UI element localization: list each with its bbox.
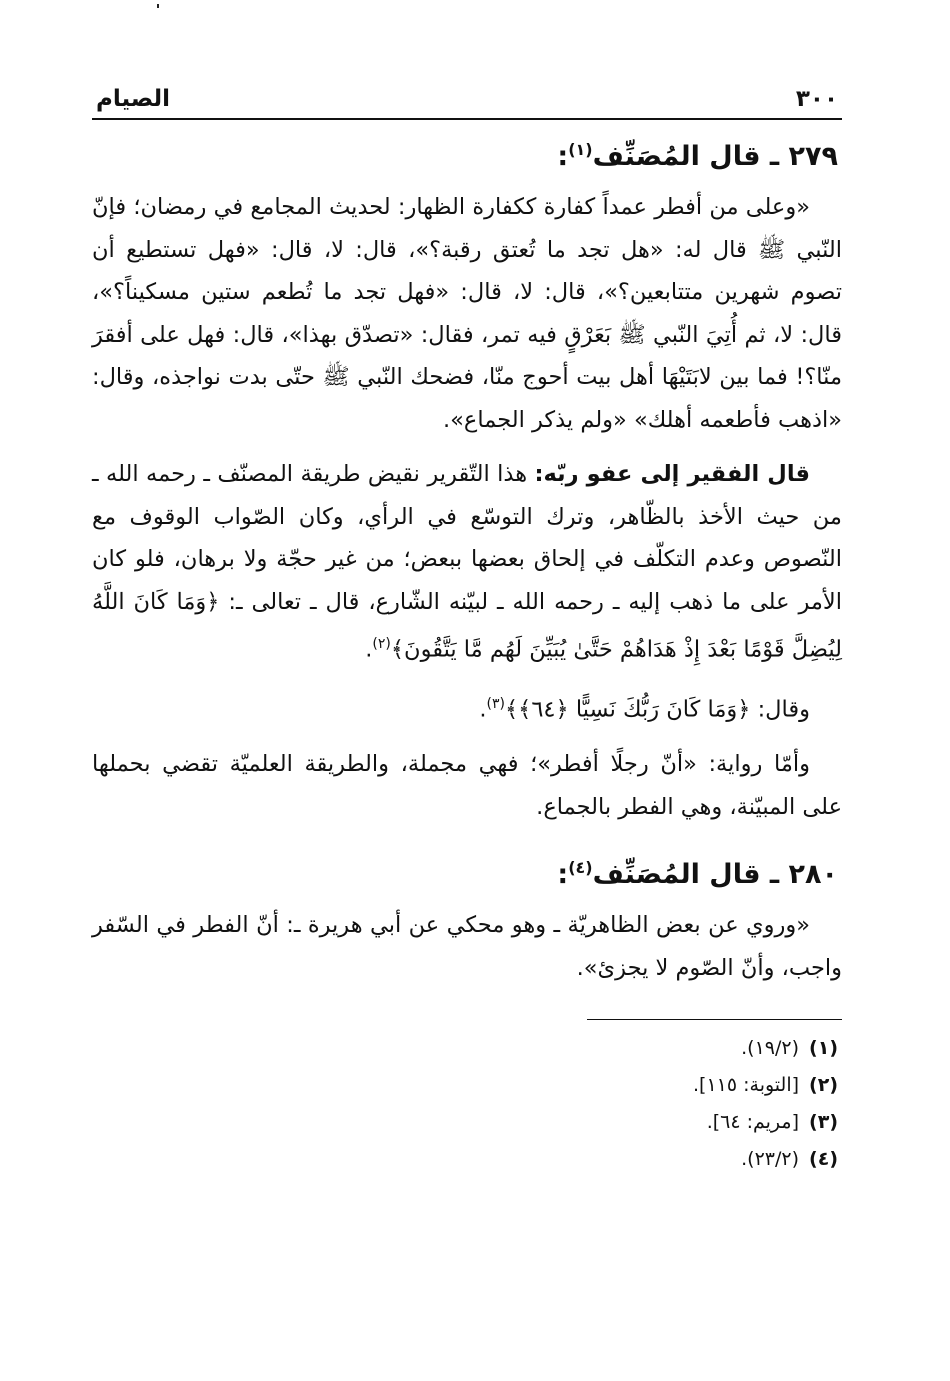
footnote-ref: (٢) [372, 636, 391, 652]
footnote-text: (٢٣/٢). [741, 1148, 800, 1170]
footnote-ref: (٤) [568, 858, 593, 877]
footnote [92, 1067, 838, 1104]
footnote [92, 1104, 838, 1141]
footnote [92, 1141, 838, 1178]
page-number: ٣٠٠ [795, 86, 838, 112]
comment-lead: قال الفقير إلى عفو ربّه: [534, 461, 811, 487]
footnote [92, 1030, 838, 1067]
section-heading-280 [92, 858, 842, 890]
comment-text: هذا التّقرير نقيض طريقة المصنّف ـ رحمه الله ـ من حيث الأخذ بالظّاهر، وترك التوسّع في الرأي، وكان الصّواب الوقوف مع النّصوص وعدم التكلّف في إلحاق بعضها ببعض؛ من غير حجّة ولا برهان، فلو كان الأمر على ما ذهب إليه ـ رحمه الله ـ لبيّنه الشّارع، قال ـ تعالى ـ: [92, 461, 842, 615]
section-heading-text: ٢٧٩ ـ قال المُصَنِّف [592, 141, 838, 172]
verse-line [92, 683, 842, 731]
footnote-text: [التوبة: ١١٥]. [692, 1074, 800, 1096]
sentence-end: . [365, 636, 373, 663]
footnote-text: (١٩/٢). [741, 1037, 800, 1059]
heading-colon: : [557, 859, 569, 890]
quote-279: «وعلى من أفطر عمداً كفارة ككفارة الظهار: لحديث المجامع في رمضان؛ فإنّ النّبي ﷺ قال له: «هل تجد ما تُعتق رقبة؟»، قال: لا، قال: «فهل تستطيع أن تصوم شهرين متتابعين؟»، قال: لا، قال: «فهل تجد ما تُطعم ستين مسكيناً؟»، قال: لا، ثم أُتِيَ النّبي ﷺ بَعَرْقٍ فيه تمر، فقال: «تصدّق بهذا»، قال: فهل على أفقرَ منّا؟! فما بين لابَتَيْهَا أهل بيت أحوج منّا، فضحك النّبي ﷺ حتّى بدت نواجذه، وقال: «اذهب فأطعمه أهلك» «ولم يذكر الجماع». [92, 194, 842, 433]
quote-280: «وروي عن بعض الظاهريّة ـ وهو محكي عن أبي هريرة ـ: أنّ الفطر في السّفر واجب، وأنّ الصّوم لا يجزئ». [92, 912, 842, 981]
riwaya-paragraph: وأمّا رواية: «أنّ رجلًا أفطر»؛ فهي مجملة، والطريقة العلميّة تقضي بحملها على المبيّنة، وهي الفطر بالجماع. [92, 751, 842, 820]
footnote-text: [مريم: ٦٤]. [706, 1111, 800, 1133]
book-page [92, 78, 842, 1178]
footnote-number: (١) [809, 1037, 838, 1059]
verse-lead: وقال: [750, 696, 810, 723]
footnote-number: (٤) [809, 1148, 838, 1170]
footnote-number: (٢) [809, 1074, 838, 1096]
quran-verse: ﴿وَمَا كَانَ اللَّهُ لِيُضِلَّ قَوْمًا بَعْدَ إِذْ هَدَاهُمْ حَتَّىٰ يُبَيِّنَ لَهُم مَّا يَتَّقُونَ﴾ [92, 588, 842, 663]
section-heading-text: ٢٨٠ ـ قال المُصَنِّف [592, 859, 838, 890]
heading-colon: : [557, 141, 569, 172]
chapter-title: الصيام [96, 86, 171, 112]
scan-speck [157, 4, 159, 8]
sentence-end: . [479, 696, 487, 723]
footnotes [92, 1030, 842, 1178]
footnote-number: (٣) [809, 1111, 838, 1133]
footnote-ref: (٣) [486, 696, 505, 712]
footnote-ref: (١) [568, 140, 593, 159]
comment-279 [92, 453, 842, 671]
running-header [92, 78, 842, 112]
quran-verse: ﴿وَمَا كَانَ رَبُّكَ نَسِيًّا ﴿٦٤﴾﴾ [504, 696, 751, 723]
header-rule [92, 118, 842, 120]
section-heading-279 [92, 140, 842, 172]
footnote-rule [587, 1019, 842, 1020]
